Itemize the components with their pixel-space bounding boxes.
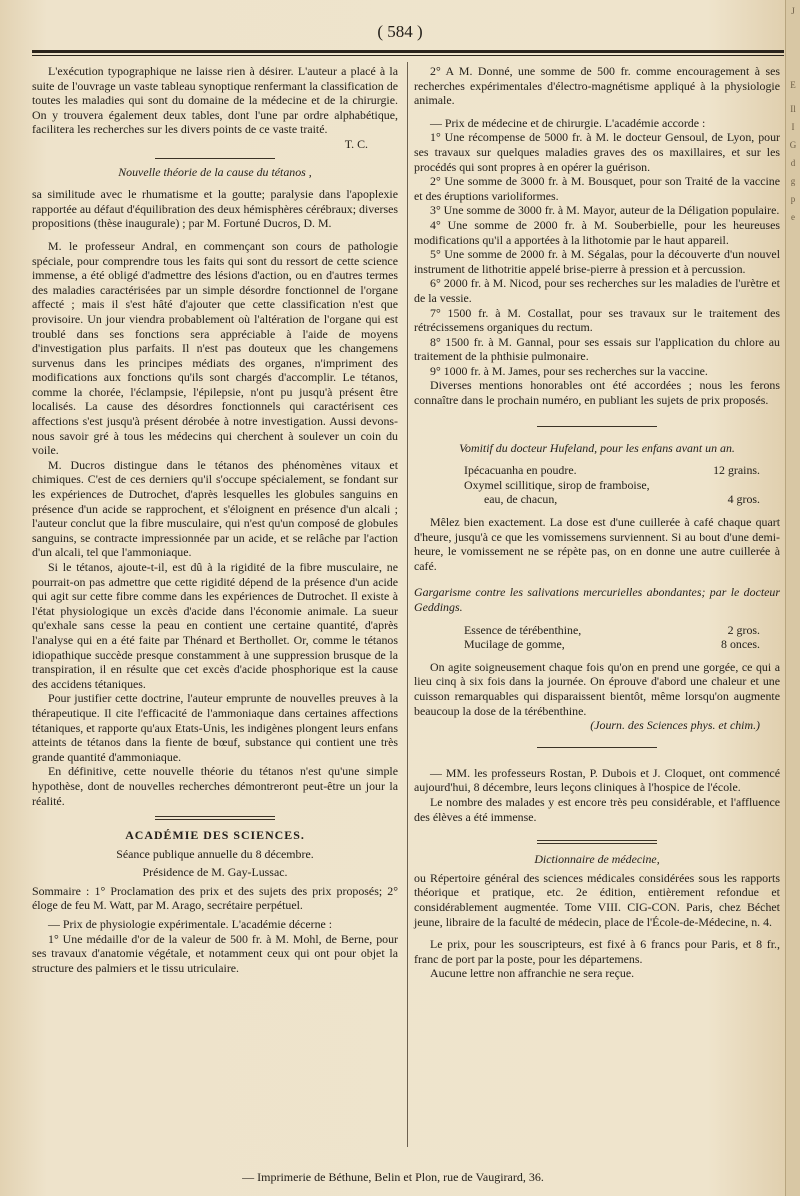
academie-title: ACADÉMIE DES SCIENCES. bbox=[125, 828, 305, 843]
ingredient-name: eau, de chacun, bbox=[484, 492, 558, 507]
separator bbox=[155, 816, 275, 820]
academie-seance: Séance publique annuelle du 8 décembre. bbox=[116, 846, 314, 861]
margin-letter: d bbox=[790, 158, 796, 168]
medicine-prize-item: 6° 2000 fr. à M. Nicod, pour ses recherches sur les maladies de l'urètre et de la vessie. bbox=[414, 276, 780, 305]
ingredient-name: Essence de térébenthine, bbox=[464, 622, 582, 637]
tetanos-paragraph: Pour justifier cette doctrine, l'auteur emprunte de nouvelles preuves à la thérapeutique. Il cite l'efficacité de l'ammoniaque dans certaines affections tétaniques, et rapporte qu'aux Etats-Unis, les indigènes plongent leurs enfans atteints de tétanos dans la fiente de bœuf, substance qui contient une très grande quantité d'ammoniaque. bbox=[32, 691, 398, 764]
left-column bbox=[32, 64, 398, 975]
academie-sommaire: Sommaire : 1° Proclamation des prix et des sujets des prix proposés; 2° éloge de feu M. Watt, par M. Arago, secrétaire perpétuel. bbox=[32, 883, 398, 913]
recipe-row bbox=[414, 623, 780, 638]
page-number: ( 584 ) bbox=[377, 22, 423, 41]
postage-notice: Aucune lettre non affranchie ne sera reçue. bbox=[430, 966, 635, 981]
medicine-prize-item: 5° Une somme de 2000 fr. à M. Ségalas, pour la découverte d'un nouvel instrument de lithotritie appelé brise-pierre à pression et à percussion. bbox=[414, 247, 780, 276]
medicine-prize-item: 3° Une somme de 3000 fr. à M. Mayor, auteur de la Déligation populaire. bbox=[430, 203, 780, 218]
medicine-prize-heading: — Prix de médecine et de chirurgie. L'académie accorde : bbox=[430, 115, 706, 130]
ingredient-dose: 12 grains. bbox=[713, 463, 760, 478]
margin-letter: I bbox=[791, 122, 795, 132]
recipe-row bbox=[414, 478, 780, 493]
adjacent-page-edge bbox=[785, 0, 800, 1196]
separator bbox=[155, 158, 275, 159]
medicine-prize-item: 2° Une somme de 3000 fr. à M. Bousquet, pour son Traité de la vaccine et des éruptions varioliformes. bbox=[414, 174, 780, 203]
honorable-mentions: Diverses mentions honorables ont été accordées ; nous les ferons connaître dans le prochain numéro, en publiant les sujets de prix proposés. bbox=[414, 378, 780, 408]
vomitif-title: Vomitif du docteur Hufeland, pour les enfans avant un an. bbox=[459, 440, 735, 455]
recipe-row bbox=[414, 463, 780, 478]
column-divider bbox=[407, 62, 408, 1147]
margin-letter: Il bbox=[790, 104, 796, 114]
printer-footer: — Imprimerie de Béthune, Belin et Plon, rue de Vaugirard, 36. bbox=[242, 1170, 544, 1184]
tetanos-paragraph: M. Ducros distingue dans le tétanos des phénomènes vitaux et chimiques. C'est de ces derniers qu'il s'occupe spécialement, se fondant sur les expériences de Dutrochet, d'après lesquelles les globules sanguins en présence d'un acide se rapprochent, et s'éloignent en présence d'un alcali ; l'auteur conclut que la fibre musculaire, qui n'est qu'un composé de globules sanguins, se contracte impressionnée par un acide, et se relâche par l'action d'un alcali, tel que l'ammoniaque. bbox=[32, 457, 398, 560]
tetanos-paragraph: Si le tétanos, ajoute-t-il, est dû à la rigidité de la fibre musculaire, ne pourrait-on pas admettre que cette rigidité dépend de la présence d'un acide qui agit sur cette fibre comme dans les expériences de Dutrochet. Il existe à l'état physiologique un excès d'acide dans l'économie animale. La sueur qu'exhale sans cesse la peau en contient une certaine quantité, d'après l'analyse qui en a été faite par Thénard et Berthollet. Or, comme le tétanos idiopathique succède presque constamment à une suppression brusque de la transpiration, il en résulte que cet excès d'acide phosphorique est la cause des accidens tétaniques. bbox=[32, 560, 398, 691]
physiology-prize-heading: — Prix de physiologie expérimentale. L'académie décerne : bbox=[48, 917, 333, 932]
recipe-row bbox=[414, 637, 780, 652]
vomitif-instructions: Mêlez bien exactement. La dose est d'une cuillerée à café chaque quart d'heure, jusqu'à ce que les vomissemens surviennent. Si au bout d'une demi-heure, le vomissement ne se répète pas, on en donne une autre cuillerée à café. bbox=[414, 515, 780, 573]
header-rule-thin bbox=[32, 55, 784, 56]
physiology-prize-item: 2° A M. Donné, une somme de 500 fr. comme encouragement à ses recherches expérimentales d'électro-magnétisme appliqué à la physiologie animale. bbox=[414, 64, 780, 108]
right-column bbox=[414, 64, 780, 981]
ingredient-name: Ipécacuanha en poudre. bbox=[464, 463, 577, 478]
separator bbox=[537, 426, 657, 427]
medicine-prize-item: 9° 1000 fr. à M. James, pour ses recherches sur la vaccine. bbox=[430, 363, 708, 378]
gargarisme-instructions: On agite soigneusement chaque fois qu'on en prend une gorgée, ce qui a lieu cinq à six fois dans la journée. On éprouve d'abord une chaleur et une cuisson remarquables qui disparaissent bientôt, même lorsqu'on augmente beaucoup la dose de la térébenthine. bbox=[414, 659, 780, 718]
tetanos-paragraph: M. le professeur Andral, en commençant son cours de pathologie spéciale, pour comprendre tous les faits qui sont du ressort de cette science immense, a été obligé d'admettre des lésions d'action, ou en d'autres termes des maladies caractérisées par un simple désordre fonctionnel de l'organe affecté ; mais il s'est hâté d'ajouter que cette classification n'est que provisoire. Un jour viendra probablement où l'altération de l'organe qui est troublé dans ses fonctions sera appréciable à l'aide de moyens d'investigation plus parfaits. Il n'est pas douteux que les changemens survenus dans les principes médiats des organes, n'impriment des modifications aux fonctions qu'ils sont chargés d'accomplir. Le tétanos, comme la chorée, l'éclampsie, l'épilepsie, n'ont pu jusqu'à présent être localisés. La cause des désordres fonctionnels qui caractérisent ces affections s'est jusqu'à présent dérobée à notre investigation. Aussi devons-nous savoir gré à tous les médecins qui cherchent à soulever un coin du voile. bbox=[32, 238, 398, 458]
margin-letter: E bbox=[790, 80, 796, 90]
academie-presidence: Présidence de M. Gay-Lussac. bbox=[142, 865, 288, 880]
intro-paragraph: L'exécution typographique ne laisse rien à désirer. L'auteur a placé à la suite de l'ouvrage un vaste tableau synoptique renfermant la classification de toutes les maladies qui sont du domaine de la médecine et de la chirurgie. On y trouvera également deux tables, dont l'une par ordre alphabétique, facilitera les recherches sur les divers points de ce vaste traité. bbox=[32, 64, 398, 137]
gargarisme-source: (Journ. des Sciences phys. et chim.) bbox=[590, 718, 760, 733]
eleves-notice: Le nombre des malades y est encore très peu considérable, et l'affluence des élèves a été immense. bbox=[414, 794, 780, 824]
ingredient-dose: 4 gros. bbox=[727, 492, 760, 507]
margin-letter: p bbox=[790, 194, 796, 204]
medicine-prize-item: 7° 1500 fr. à M. Costallat, pour ses travaux sur le traitement des rétrécissemens organiques du rectum. bbox=[414, 305, 780, 335]
dictionnaire-description: ou Répertoire général des sciences médicales considérées sous les rapports théorique et pratique, etc. 2e édition, entièrement refondue et considérablement augmentée. Tome VIII. CIG-CON. Paris, chez Béchet jeune, libraire de la faculté de médecin, place de l'École-de-Médecine, n. 4. bbox=[414, 870, 780, 929]
ingredient-dose: 2 gros. bbox=[727, 622, 760, 637]
tetanos-title: Nouvelle théorie de la cause du tétanos , bbox=[118, 164, 312, 179]
margin-letter: g bbox=[790, 176, 796, 186]
margin-letter: e bbox=[791, 212, 795, 222]
medicine-prize-item: 8° 1500 fr. à M. Gannal, pour ses essais sur l'application du chlore au traitement de la phthisie pulmonaire. bbox=[414, 334, 780, 364]
tetanos-subtitle: sa similitude avec le rhumatisme et la goutte; paralysie dans l'apoplexie rapportée au défaut d'équilibration des deux hémisphères cérébraux; diverses propositions (thèse inaugurale) ; par M. Fortuné Ducros, D. M. bbox=[32, 187, 398, 231]
margin-letter: J bbox=[791, 6, 795, 16]
dictionnaire-title: Dictionnaire de médecine, bbox=[534, 852, 660, 867]
medicine-prize-item: 4° Une somme de 2000 fr. à M. Souberbielle, pour les heureuses modifications qu'il a apportées à la lithotomie par le haut appareil. bbox=[414, 217, 780, 247]
tetanos-paragraph: En définitive, cette nouvelle théorie du tétanos n'est qu'une simple hypothèse, dont de nouvelles recherches démontreront peut-être un jour la réalité. bbox=[32, 764, 398, 808]
margin-letter: G bbox=[789, 140, 797, 150]
intro-signature: T. C. bbox=[344, 136, 368, 151]
recipe-row bbox=[414, 492, 780, 507]
gargarisme-title: Gargarisme contre les salivations mercurielles abondantes; par le docteur Geddings. bbox=[414, 585, 780, 614]
separator bbox=[537, 747, 657, 748]
medicine-prize-item: 1° Une récompense de 5000 fr. à M. le docteur Gensoul, de Lyon, pour ses travaux sur quelques maladies graves des os maxillaires, et sur les procédés qui sont propres à en opérer la guérison. bbox=[414, 130, 780, 174]
ingredient-name: Mucilage de gomme, bbox=[464, 637, 565, 652]
professeurs-notice: — MM. les professeurs Rostan, P. Dubois et J. Cloquet, ont commencé aujourd'hui, 8 décembre, leurs leçons cliniques à l'hospice de l'école. bbox=[414, 765, 780, 795]
physiology-prize-item: 1° Une médaille d'or de la valeur de 500 fr. à M. Mohl, de Berne, pour ses travaux d'anatomie végétale, et notamment ceux qui ont pour objet la structure des palmiers et le tissu utriculaire. bbox=[32, 931, 398, 975]
subscription-price: Le prix, pour les souscripteurs, est fixé à 6 francs pour Paris, et 8 fr., franc de port par la poste, pour les départemens. bbox=[414, 937, 780, 966]
ingredient-name: Oxymel scillitique, sirop de framboise, bbox=[464, 477, 650, 492]
header-rule bbox=[32, 50, 784, 53]
ingredient-dose: 8 onces. bbox=[721, 637, 760, 652]
separator bbox=[537, 840, 657, 844]
